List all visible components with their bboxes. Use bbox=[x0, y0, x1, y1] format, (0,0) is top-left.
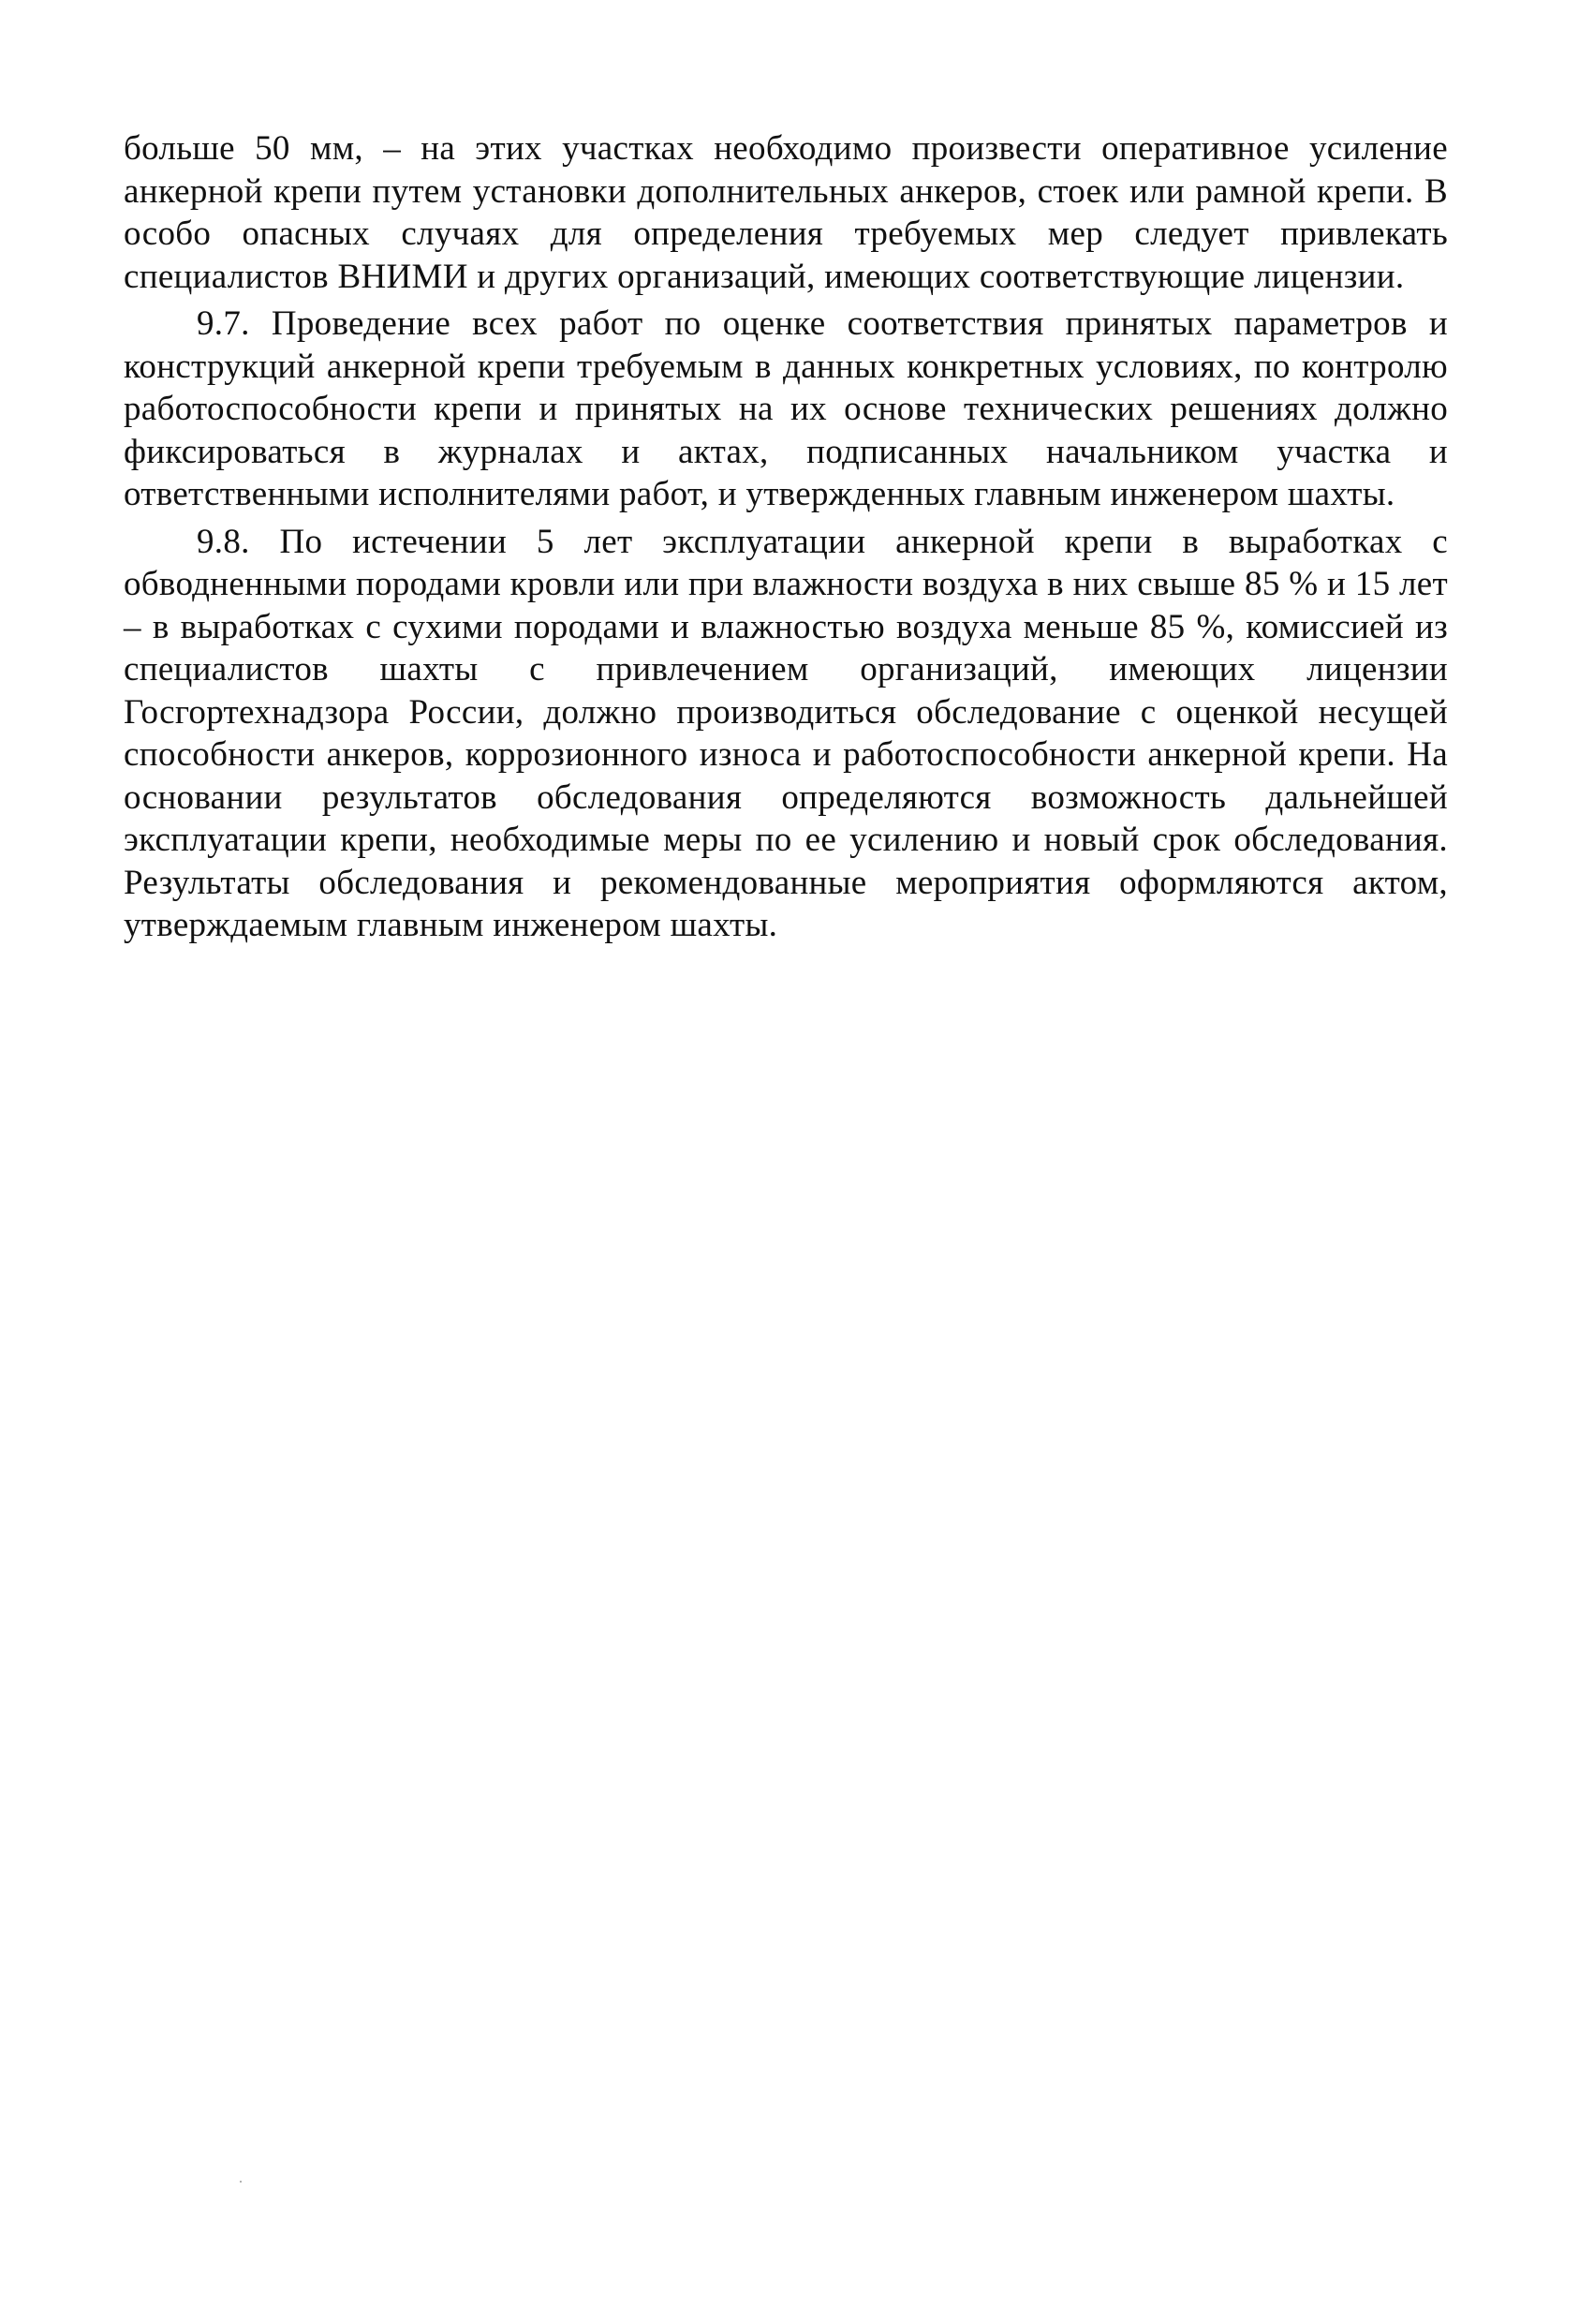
paragraph-9-8 bbox=[124, 521, 1448, 947]
paragraph-number: 9.8. bbox=[197, 522, 250, 561]
paragraph-text: Проведение всех работ по оценке соответствия принятых параметров и конструкций анкерной крепи требуемым в данных конкретных условиях, по контролю работоспособности крепи и принятых на их основе технических решениях должно фиксироваться в журналах и актах, подписанных начальником участка и ответственными исполнителями работ, и утвержденных главным инженером шахты. bbox=[124, 304, 1448, 513]
paragraph-continuation bbox=[124, 127, 1448, 298]
scan-speck bbox=[240, 2181, 242, 2183]
document-body bbox=[124, 127, 1448, 952]
paragraph-9-7 bbox=[124, 303, 1448, 516]
paragraph-text: больше 50 мм, – на этих участках необходимо произвести оперативное усиление анкерной крепи путем установки дополнительных анкеров, стоек или рамной крепи. В особо опасных случаях для определения требуемых мер следует привлекать специалистов ВНИМИ и других организаций, имеющих соответствующие лицензии. bbox=[124, 129, 1448, 296]
paragraph-number: 9.7. bbox=[197, 304, 250, 343]
paragraph-text: По истечении 5 лет эксплуатации анкерной крепи в выработках с обводненными породами кровли или при влажности воздуха в них свыше 85 % и 15 лет – в выработках с сухими породами и влажностью воздуха меньше 85 %, комиссией из специалистов шахты с привлечением организаций, имеющих лицензии Госгортехнадзора России, должно производиться обследование с оценкой несущей способности анкеров, коррозионного износа и работоспособности анкерной крепи. На основании результатов обследования определяются возможность дальнейшей эксплуатации крепи, необходимые меры по ее усилению и новый срок обследования. Результаты обследования и рекомендованные мероприятия оформляются актом, утверждаемым главным инженером шахты. bbox=[124, 522, 1448, 944]
